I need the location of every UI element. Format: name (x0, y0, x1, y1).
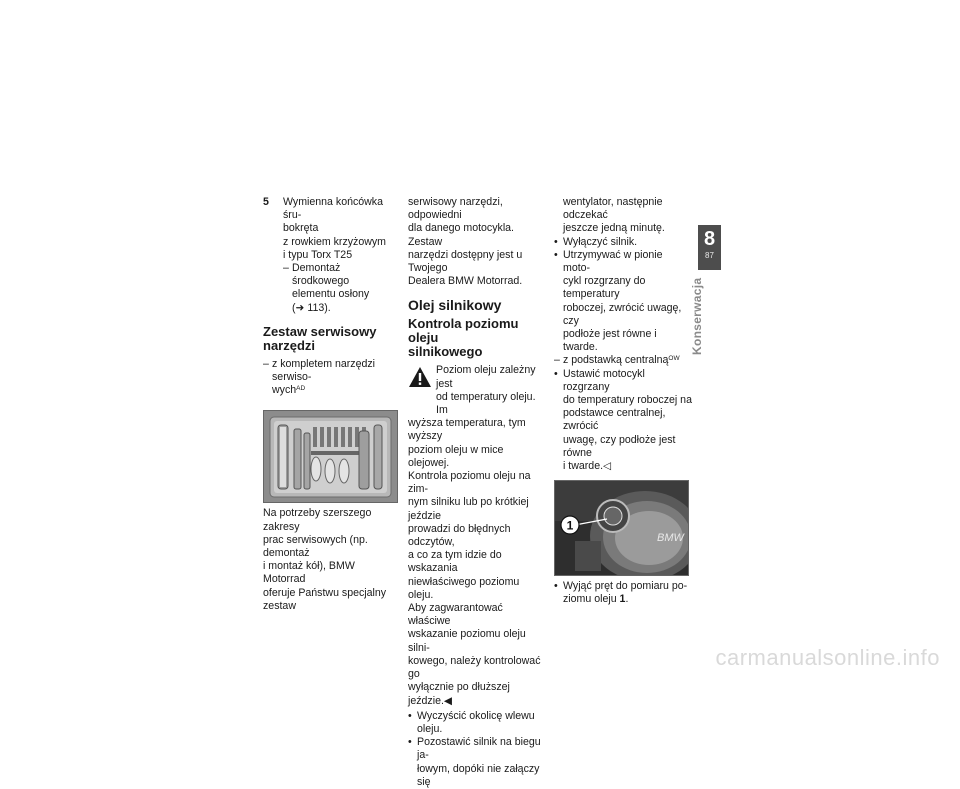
paragraph-line: wentylator, następnie odczekać (563, 196, 663, 222)
bullet-line: podstawce centralnej, zwrócić (563, 407, 666, 433)
bullet-item (554, 236, 692, 249)
toolkit-photo (263, 410, 398, 503)
paragraph-line: niewłaściwego poziomu oleju. (408, 575, 520, 601)
warning-icon (408, 366, 432, 388)
section-heading: Zestaw serwisowy narzędzi (263, 323, 377, 353)
paragraph (408, 196, 545, 288)
warning-body (408, 417, 545, 707)
bullet-line: roboczej, zwrócić uwagę, czy (563, 301, 682, 327)
bullet-line: łowym, dopóki nie załączy się (417, 762, 540, 788)
paragraph-line: narzędzi dostępny jest u Twojego (408, 248, 523, 275)
warning-line: Poziom oleju zależny jest (436, 364, 536, 390)
paragraph-line: Kontrola poziomu oleju na zim- (408, 470, 531, 496)
paragraph-line: a co za tym idzie do wskazania (408, 549, 502, 575)
toolkit-illustration (264, 411, 397, 502)
item-line: i typu Torx T25 (283, 248, 353, 261)
paragraph-line: i montaż kół), BMW Motorrad (263, 560, 355, 586)
bullet-item (408, 736, 545, 789)
warning-line: od temperatury oleju. Im (436, 390, 536, 417)
paragraph-line: prowadzi do błędnych odczytów, (408, 522, 511, 549)
bullet-line: • Utrzymywać w pionie moto- (563, 248, 663, 275)
list-item-5 (263, 196, 397, 315)
superscript: AD (296, 385, 306, 393)
bullet-line: i twarde.◁ (563, 460, 612, 473)
chapter-heading: Olej silnikowy (408, 297, 502, 314)
continuation (563, 196, 692, 236)
sub-item-line: elementu osłony (292, 288, 370, 301)
bold-reference: 1 (619, 593, 626, 606)
paragraph-line: nym silniku lub po krótkiej jeździe (408, 496, 529, 522)
dash-item (554, 354, 692, 367)
paragraph-line: poziom oleju w mice olejowej. (408, 443, 504, 469)
bullet-item (408, 710, 545, 736)
paragraph-line: Dealera BMW Motorrad. (408, 275, 523, 288)
dash-line: z podstawką centralną (563, 354, 669, 367)
bullet-line: • Wyczyścić okolicę wlewu oleju. (417, 709, 535, 735)
side-chapter-title: Konserwacja (690, 277, 704, 355)
bullet-line: ziomu oleju (563, 593, 620, 606)
engine-photo (554, 480, 689, 576)
brand-lettering: BMW (657, 532, 684, 545)
section-heading: Kontrola poziomu oleju silnikowego (408, 316, 519, 360)
page-number: 87 (705, 251, 714, 260)
bullet-line: uwagę, czy podłoże jest równe (563, 433, 676, 459)
paragraph-line: jeszcze jedną minutę. (563, 222, 665, 235)
bullet-item (554, 249, 692, 355)
paragraph-line: wyłącznie po dłuższej jeździe.◀ (408, 681, 510, 707)
engine-illustration (555, 481, 688, 575)
chapter-number: 8 (703, 228, 716, 250)
page-reference: (➜ 113). (292, 301, 331, 314)
sub-item-line: – Demontaż środkowego (292, 262, 350, 288)
column-1 (263, 196, 397, 613)
paragraph-line: oferuje Państwu specjalny zestaw (263, 586, 387, 612)
dash-item (263, 358, 397, 398)
item-line: bokręta (283, 222, 319, 235)
bullet-line: cykl rozgrzany do temperatury (563, 275, 646, 301)
paragraph-line: prac serwisowych (np. demontaż (263, 533, 368, 560)
column-2 (408, 196, 545, 789)
bullet-line: • Ustawić motocykl rozgrzany (563, 367, 645, 393)
paragraph-line: dla danego motocykla. Zestaw (408, 222, 515, 248)
warning-note (408, 364, 545, 417)
paragraph-line: Aby zagwarantować właściwe (408, 602, 503, 628)
paragraph-line: kowego, należy kontrolować go (408, 654, 541, 681)
paragraph-line: Na potrzeby szerszego zakresy (263, 507, 372, 533)
paragraph-line: wyższa temperatura, tym wyższy (408, 417, 526, 443)
paragraph (263, 507, 397, 613)
callout-label: 1 (566, 518, 574, 533)
bullet-line: podłoże jest równe i twarde. (563, 328, 657, 354)
bullet-line: • Pozostawić silnik na biegu ja- (417, 736, 541, 762)
dash-line: – z kompletem narzędzi serwiso- (272, 357, 376, 384)
bullet-item (554, 368, 692, 474)
item-number: 5 (263, 196, 269, 208)
superscript: OW (668, 355, 680, 363)
punctuation: . (625, 593, 629, 606)
item-line: z rowkiem krzyżowym (283, 235, 386, 248)
bullet-line: • Wyjąć pręt do pomiaru po- (563, 580, 688, 593)
paragraph-line: wskazanie poziomu oleju silni- (408, 628, 526, 654)
bullet-item (554, 580, 692, 606)
dash-line: wych (272, 384, 297, 397)
item-line: Wymienna końcówka śru- (283, 196, 383, 222)
paragraph-line: serwisowy narzędzi, odpowiedni (408, 196, 503, 222)
bullet-line: • Wyłączyć silnik. (563, 235, 638, 248)
column-3 (554, 196, 692, 607)
watermark: carmanualsonline.info (715, 645, 940, 670)
sub-item (283, 262, 397, 315)
bullet-line: do temperatury roboczej na (563, 394, 692, 407)
